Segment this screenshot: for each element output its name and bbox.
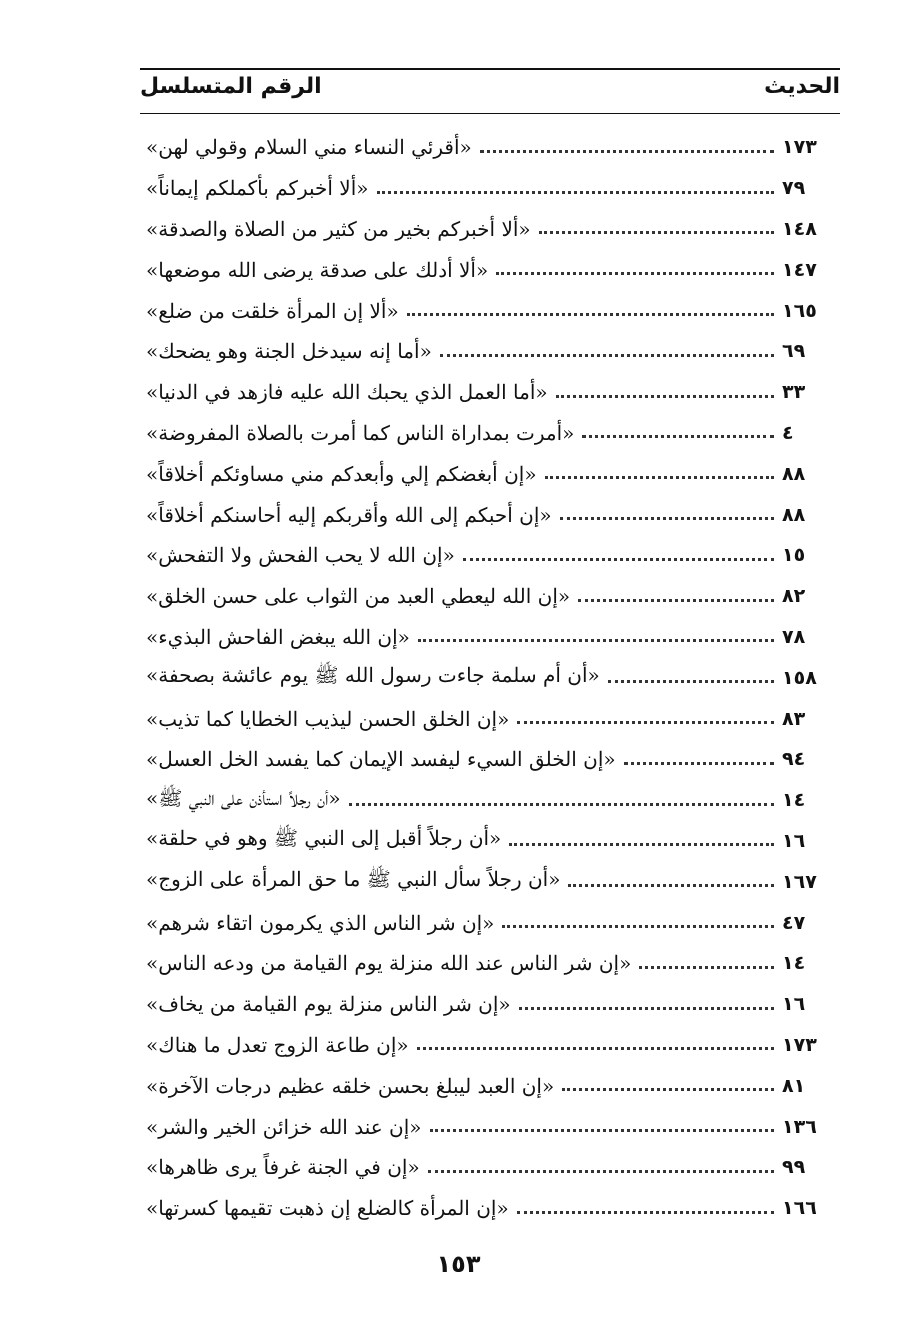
hadith-text: «أن أم سلمة جاءت رسول الله ﷺ يوم عائشة بصحفة» [146, 663, 600, 688]
dot-leader [428, 1170, 774, 1173]
hadith-index-list [140, 127, 840, 1229]
serial-number: ١٦ [782, 829, 806, 852]
dot-leader [463, 558, 774, 561]
hadith-text: «أقرئي النساء مني السلام وقولي لهن» [146, 135, 472, 160]
serial-number: ١٦ [782, 993, 806, 1016]
serial-number: ١٥ [782, 544, 806, 567]
hadith-text: «إن الله ليعطي العبد من الثواب على حسن الخلق» [146, 584, 571, 609]
serial-number: ٦٩ [782, 340, 806, 363]
dot-leader [480, 150, 774, 153]
dot-leader [562, 1088, 774, 1091]
hadith-text: «إن المرأة كالضلع إن ذهبت تقيمها كسرتها» [146, 1196, 509, 1221]
dot-leader [517, 1211, 774, 1214]
dot-leader [509, 843, 774, 846]
hadith-text: «أما إنه سيدخل الجنة وهو يضحك» [146, 339, 432, 364]
hadith-text: «إن أبغضكم إلي وأبعدكم مني مساوئكم أخلاقاً» [146, 461, 537, 486]
index-entry [140, 698, 840, 739]
serial-number: ٨٨ [782, 503, 806, 526]
hadith-text: «أن رجلاً سأل النبي ﷺ ما حق المرأة على الزوج» [146, 867, 561, 892]
serial-number: ٨١ [782, 1074, 806, 1097]
serial-number: ١٧٣ [782, 1033, 817, 1056]
dot-leader [560, 517, 774, 520]
dot-leader [639, 966, 774, 969]
index-entry [140, 780, 840, 821]
hadith-text: «ألا أدلك على صدقة يرضى الله موضعها» [146, 257, 489, 282]
index-entry [140, 902, 840, 943]
serial-number: ١٤٨ [782, 217, 817, 240]
dot-leader [624, 762, 774, 765]
hadith-text: «أمرت بمداراة الناس كما أمرت بالصلاة المفروضة» [146, 420, 575, 445]
index-entry [140, 739, 840, 780]
hadith-text: «إن طاعة الزوج تعدل ما هناك» [146, 1032, 409, 1057]
hadith-text: «إن أحبكم إلى الله وأقربكم إليه أحاسنكم أخلاقاً» [146, 502, 552, 527]
serial-number: ١٤٧ [782, 258, 817, 281]
serial-number: ١٧٣ [782, 136, 817, 159]
hadith-text: «إن شر الناس الذي يكرمون اتقاء شرهم» [146, 910, 495, 935]
hadith-text: «إن عند الله خزائن الخير والشر» [146, 1114, 422, 1139]
dot-leader [407, 313, 774, 316]
index-entry [140, 1188, 840, 1229]
hadith-text: «إن في الجنة غرفاً يرى ظاهرها» [146, 1155, 420, 1180]
dot-leader [418, 639, 774, 642]
index-entry [140, 290, 840, 331]
index-entry [140, 617, 840, 658]
serial-number: ١٤ [782, 789, 806, 812]
hadith-text: «إن شر الناس عند الله منزلة يوم القيامة من ودعه الناس» [146, 951, 632, 976]
dot-leader [545, 476, 774, 479]
serial-number: ٧٨ [782, 625, 806, 648]
serial-number: ١٦٧ [782, 870, 817, 893]
index-entry [140, 331, 840, 372]
hadith-text: «أن رجلاً استأذن على النبي ﷺ» [146, 785, 341, 810]
index-entry [140, 984, 840, 1025]
dot-leader [417, 1047, 774, 1050]
hadith-text: «ألا إن المرأة خلقت من ضلع» [146, 298, 399, 323]
dot-leader [430, 1129, 774, 1132]
hadith-text: «إن الله لا يحب الفحش ولا التفحش» [146, 543, 455, 568]
hadith-text: «أن رجلاً أقبل إلى النبي ﷺ وهو في حلقة» [146, 826, 502, 851]
index-entry [140, 1025, 840, 1066]
hadith-text: «إن الخلق الحسن ليذيب الخطايا كما تذيب» [146, 706, 510, 731]
index-entry [140, 535, 840, 576]
hadith-column-heading: الحديث [764, 74, 840, 99]
page-number: ١٥٣ [436, 1250, 481, 1278]
hadith-text: «أما العمل الذي يحبك الله عليه فازهد في الدنيا» [146, 380, 548, 405]
index-header [140, 70, 840, 108]
index-entry [140, 943, 840, 984]
dot-leader [539, 231, 774, 234]
serial-number: ٣٣ [782, 381, 806, 404]
serial-number: ١٦٥ [782, 299, 817, 322]
serial-number: ١٦٦ [782, 1197, 817, 1220]
serial-number: ٩٤ [782, 748, 806, 771]
dot-leader [608, 680, 774, 683]
serial-number: ٨٣ [782, 707, 806, 730]
index-entry [140, 1147, 840, 1188]
index-entry [140, 821, 840, 862]
dot-leader [568, 884, 774, 887]
serial-number: ١٥٨ [782, 666, 817, 689]
dot-leader [349, 803, 774, 806]
serial-number: ٤ [782, 421, 794, 444]
hadith-text: «إن الله يبغض الفاحش البذيء» [146, 624, 410, 649]
index-entry [140, 127, 840, 168]
serial-number: ٤٧ [782, 911, 806, 934]
index-entry [140, 168, 840, 209]
index-entry [140, 209, 840, 250]
dot-leader [517, 721, 774, 724]
index-entry [140, 249, 840, 290]
dot-leader [582, 435, 774, 438]
index-entry [140, 372, 840, 413]
dot-leader [502, 925, 774, 928]
serial-number: ٧٩ [782, 177, 806, 200]
serial-number: ٩٩ [782, 1156, 806, 1179]
hadith-text: «إن شر الناس منزلة يوم القيامة من يخاف» [146, 992, 511, 1017]
index-entry [140, 576, 840, 617]
index-entry [140, 1106, 840, 1147]
dot-leader [440, 354, 774, 357]
index-entry [140, 657, 840, 698]
serial-number: ٨٨ [782, 462, 806, 485]
index-entry [140, 453, 840, 494]
serial-number: ١٤ [782, 952, 806, 975]
hadith-text: «إن العبد ليبلغ بحسن خلقه عظيم درجات الآخرة» [146, 1073, 555, 1098]
dot-leader [556, 395, 774, 398]
hadith-text: «ألا أخبركم بخير من كثير من الصلاة والصدقة» [146, 216, 531, 241]
index-entry [140, 861, 840, 902]
index-entry [140, 494, 840, 535]
serial-number: ٨٢ [782, 585, 806, 608]
index-entry [140, 413, 840, 454]
dot-leader [496, 272, 774, 275]
header-bottom-rule [140, 113, 840, 114]
serial-number-column-heading: الرقم المتسلسل [140, 74, 322, 99]
index-entry [140, 1065, 840, 1106]
dot-leader [377, 191, 775, 194]
dot-leader [519, 1007, 774, 1010]
dot-leader [578, 599, 774, 602]
hadith-text: «إن الخلق السيء ليفسد الإيمان كما يفسد الخل العسل» [146, 747, 616, 772]
hadith-text: «ألا أخبركم بأكملكم إيماناً» [146, 176, 369, 201]
serial-number: ١٣٦ [782, 1115, 817, 1138]
